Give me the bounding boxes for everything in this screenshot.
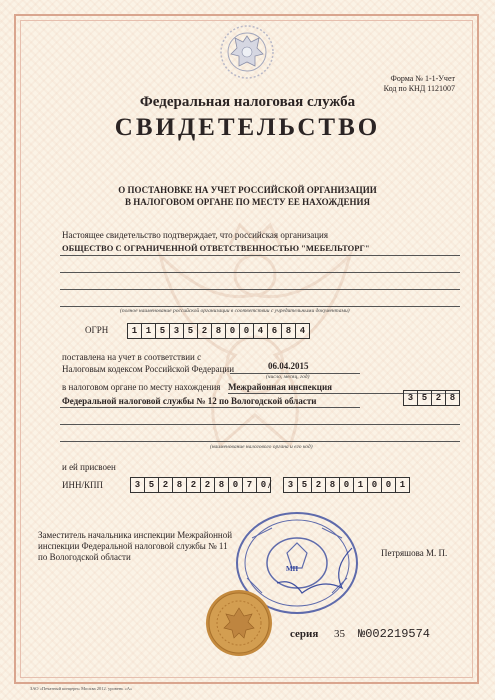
org-name-caption: (полное наименование российской организации в соответствии с учредительными документами) [120, 308, 350, 314]
kpp-digit: 2 [311, 477, 326, 493]
ogrn-label: ОГРН [85, 325, 109, 335]
series-label: серия [290, 628, 319, 640]
ogrn-digit: 8 [211, 323, 226, 339]
signatory-line-2: инспекции Федеральной налоговой службы № 11 [38, 541, 228, 551]
ogrn-digit: 1 [127, 323, 142, 339]
kpp-digit: 5 [297, 477, 312, 493]
eagle-watermark-icon [140, 215, 370, 475]
printer-footer: ЗАО «Печатный концерн» Москва 2012. уровень «А» [30, 686, 133, 691]
confirm-text: Настоящее свидетельство подтверждает, что российская организация [62, 230, 328, 240]
inn-digit: 8 [172, 477, 187, 493]
signatory-line-3: по Вологодской области [38, 552, 131, 562]
gold-seal-icon [204, 588, 274, 658]
emblem-icon [219, 24, 275, 80]
subtitle-line-2: В НАЛОГОВОМ ОРГАНЕ ПО МЕСТУ ЕЕ НАХОЖДЕНИЯ [125, 197, 370, 207]
ogrn-digit: 1 [141, 323, 156, 339]
authority-code-digit: 8 [445, 390, 460, 406]
kpp-digit: 0 [339, 477, 354, 493]
series-number: 35 [334, 628, 345, 640]
date-caption: (число, месяц, год) [266, 374, 310, 380]
ogrn-digit: 4 [253, 323, 268, 339]
authority-line-1: Межрайонная инспекция [228, 382, 333, 392]
kpp-digit: 0 [367, 477, 382, 493]
inn-digit: 8 [214, 477, 229, 493]
series-serial-number: №002219574 [358, 627, 431, 641]
ogrn-cells [128, 323, 310, 339]
signatory-name: Петряшова М. П. [381, 548, 448, 558]
ogrn-digit: 0 [239, 323, 254, 339]
assign-text: и ей присвоен [62, 462, 116, 472]
registration-line-2: Налоговым кодексом Российской Федерации [62, 364, 235, 374]
org-name: ОБЩЕСТВО С ОГРАНИЧЕННОЙ ОТВЕТСТВЕННОСТЬЮ "МЕБЕЛЬТОРГ" [62, 243, 370, 253]
kpp-digit: 1 [353, 477, 368, 493]
inn-cells [131, 477, 271, 493]
ogrn-digit: 4 [295, 323, 310, 339]
page-title: СВИДЕТЕЛЬСТВО [114, 114, 381, 141]
authority-code-cells [404, 390, 460, 406]
inn-digit: 0 [228, 477, 243, 493]
authority-code-digit: 3 [403, 390, 418, 406]
kpp-digit: 3 [283, 477, 298, 493]
ogrn-digit: 5 [183, 323, 198, 339]
inn-digit: 3 [130, 477, 145, 493]
kpp-cells [284, 477, 410, 493]
ogrn-digit: 3 [169, 323, 184, 339]
kpp-digit: 0 [381, 477, 396, 493]
inn-kpp-label: ИНН/КПП [62, 480, 104, 490]
authority-code-digit: 5 [417, 390, 432, 406]
registration-line-3: в налоговом органе по месту нахождения [62, 382, 221, 392]
signatory-line-1: Заместитель начальника инспекции Межрайонной [38, 530, 233, 540]
kpp-digit: 1 [395, 477, 410, 493]
authority-code-digit: 2 [431, 390, 446, 406]
subtitle-line-1: О ПОСТАНОВКЕ НА УЧЕТ РОССИЙСКОЙ ОРГАНИЗАЦИИ [118, 185, 377, 195]
ogrn-digit: 8 [281, 323, 296, 339]
inn-digit: 2 [200, 477, 215, 493]
ogrn-digit: 2 [197, 323, 212, 339]
knd-code: Код по КНД 1121007 [383, 84, 455, 93]
inn-digit: 5 [144, 477, 159, 493]
ogrn-digit: 5 [155, 323, 170, 339]
registration-line-1: поставлена на учет в соответствии с [62, 352, 202, 362]
agency-name: Федеральная налоговая служба [139, 94, 356, 110]
authority-line-2: Федеральной налоговой службы № 12 по Вологодской области [62, 396, 317, 406]
stamp-mp: МП [286, 565, 299, 573]
inn-kpp-separator: / [268, 477, 272, 491]
inn-digit: 2 [186, 477, 201, 493]
inn-digit: 7 [242, 477, 257, 493]
inn-digit: 2 [158, 477, 173, 493]
authority-caption: (наименование налогового органа и его код) [210, 444, 313, 450]
kpp-digit: 8 [325, 477, 340, 493]
inn-digit: 0 [256, 477, 271, 493]
form-code: Форма № 1-1-Учет [390, 74, 455, 83]
ogrn-digit: 6 [267, 323, 282, 339]
registration-date: 06.04.2015 [268, 361, 309, 371]
ogrn-digit: 0 [225, 323, 240, 339]
